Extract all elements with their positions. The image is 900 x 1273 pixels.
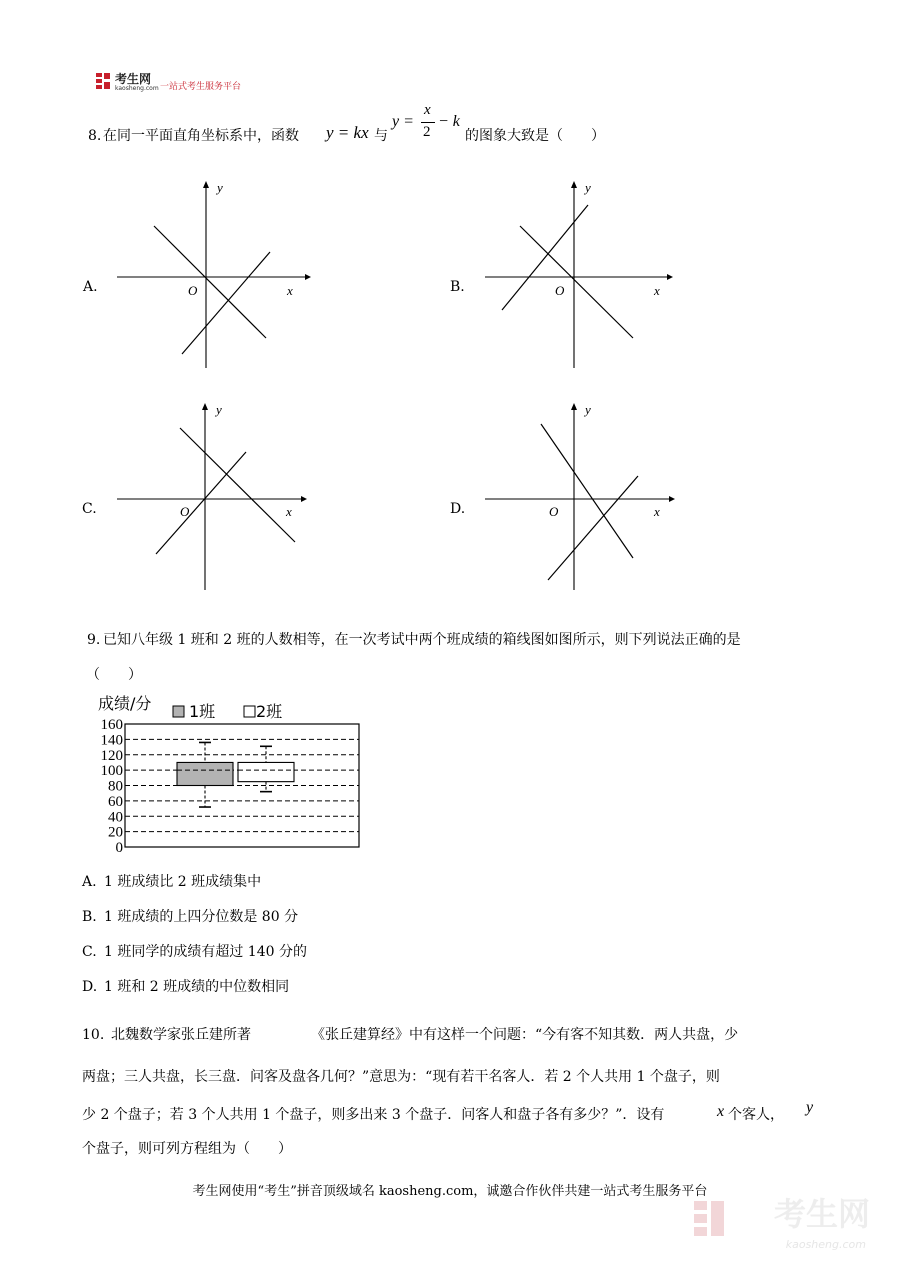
q8-a-y-label: y [217,180,223,195]
q8-text-c: 的图象大致是（ ） [465,128,605,144]
box-class-2 [238,746,294,791]
q10-var-y: y [806,1099,814,1116]
y-tick-label-60: 60 [108,793,123,810]
logo-slogan: 一站式考生服务平台 [160,82,242,92]
q8-fraction-bar [421,122,435,123]
q10-line4: 个盘子，则可列方程组为（ ） [82,1141,292,1157]
q8-formula-2-lhs: y = [392,113,414,130]
q8-option-b-label: B. [450,279,465,295]
q8-graph-a [112,178,312,370]
q8-c-origin-label: O [180,504,190,519]
q9-option-b-text: 1 班成绩的上四分位数是 80 分 [104,909,299,925]
q8-text-a: 在同一平面直角坐标系中，函数 [103,128,299,144]
q8-option-d-label: D. [450,501,466,517]
q9-option-a-text: 1 班成绩比 2 班成绩集中 [104,874,262,890]
q8-b-x-label: x [654,283,660,298]
q10-number: 10. [82,1027,105,1043]
q8-d-y-label: y [585,402,591,417]
q9-option-b-label: B. [82,909,97,925]
legend-swatch-class-2 [244,706,255,717]
q9-option-d-text: 1 班和 2 班成绩的中位数相同 [104,979,290,995]
legend-swatch-class-1 [173,706,184,717]
q8-a-origin-label: O [188,283,198,298]
q9-text: 已知八年级 1 班和 2 班的人数相等，在一次考试中两个班成绩的箱线图如图所示，则下列说法正确的是 [103,632,741,648]
q9-option-c-label: C. [82,944,97,960]
q9-number: 9. [87,632,101,648]
q8-b-origin-label: O [555,283,565,298]
q9-option-d-label: D. [82,979,98,995]
watermark-name: 考生网 [773,1195,870,1233]
y-tick-label-0: 0 [115,840,123,856]
q9-paren: （ ） [86,667,142,683]
box-class-1 [177,742,233,807]
legend-label-class-2: 2班 [256,702,283,721]
y-tick-label-20: 20 [108,824,123,841]
q8-a-x-label: x [287,283,293,298]
q8-c-x-label: x [286,504,292,519]
q10-line3-b: 个客人， [728,1107,784,1123]
q8-option-c-label: C. [82,501,97,517]
y-tick-label-120: 120 [100,747,123,764]
q8-formula-2-numerator: x [424,102,431,118]
iqr-box [177,762,233,785]
y-tick-label-100: 100 [100,763,123,780]
iqr-box [238,762,294,781]
q8-b-y-label: y [585,180,591,195]
q10-line1-b: 《张丘建算经》中有这样一个问题：“今有客不知其数．两人共盘，少 [311,1027,739,1043]
q8-formula-2-denominator: 2 [423,124,431,140]
q8-number: 8. [88,128,102,144]
q10-line1-a: 北魏数学家张丘建所著 [111,1027,251,1043]
q10-line2: 两盘；三人共盘，长三盘．问客及盘各几何？”意思为：“现有若干名客人．若 2 个人共用 1 个盘子，则 [82,1069,720,1085]
page-footer: 考生网使用“考生”拼音顶级域名 kaosheng.com，诚邀合作伙伴共建一站式考生服务平台 [192,1184,708,1199]
watermark-domain: kaosheng.com [785,1238,866,1251]
q8-text-b: 与 [374,128,388,144]
q8-graph-d [480,400,680,592]
q9-boxplot [80,690,380,860]
logo-name: 考生网 [115,72,152,86]
q8-d-origin-label: O [549,504,559,519]
y-tick-label-80: 80 [108,778,123,795]
watermark-logo-icon [694,1199,728,1243]
y-tick-label-140: 140 [100,732,123,749]
boxplot-ylabel: 成绩/分 [98,694,152,713]
logo-domain: kaosheng.com [115,85,159,92]
q8-graph-b [480,178,680,370]
logo-icon [96,72,112,90]
q8-formula-1: y = kx [326,123,369,142]
q8-d-x-label: x [654,504,660,519]
q9-option-a-label: A. [82,874,97,890]
q8-formula-2-tail: − k [438,113,460,130]
q8-option-a-label: A. [83,279,98,295]
legend-label-class-1: 1班 [189,702,216,721]
q8-graph-c [112,400,312,592]
q9-option-c-text: 1 班同学的成绩有超过 140 分的 [104,944,307,960]
y-tick-label-40: 40 [108,809,123,826]
q10-line3-a: 少 2 个盘子；若 3 个人共用 1 个盘子，则多出来 3 个盘子．问客人和盘子各有多少？”．设有 [82,1107,665,1123]
q8-c-y-label: y [216,402,222,417]
y-tick-label-160: 160 [100,717,123,733]
q10-var-x: x [717,1103,725,1120]
